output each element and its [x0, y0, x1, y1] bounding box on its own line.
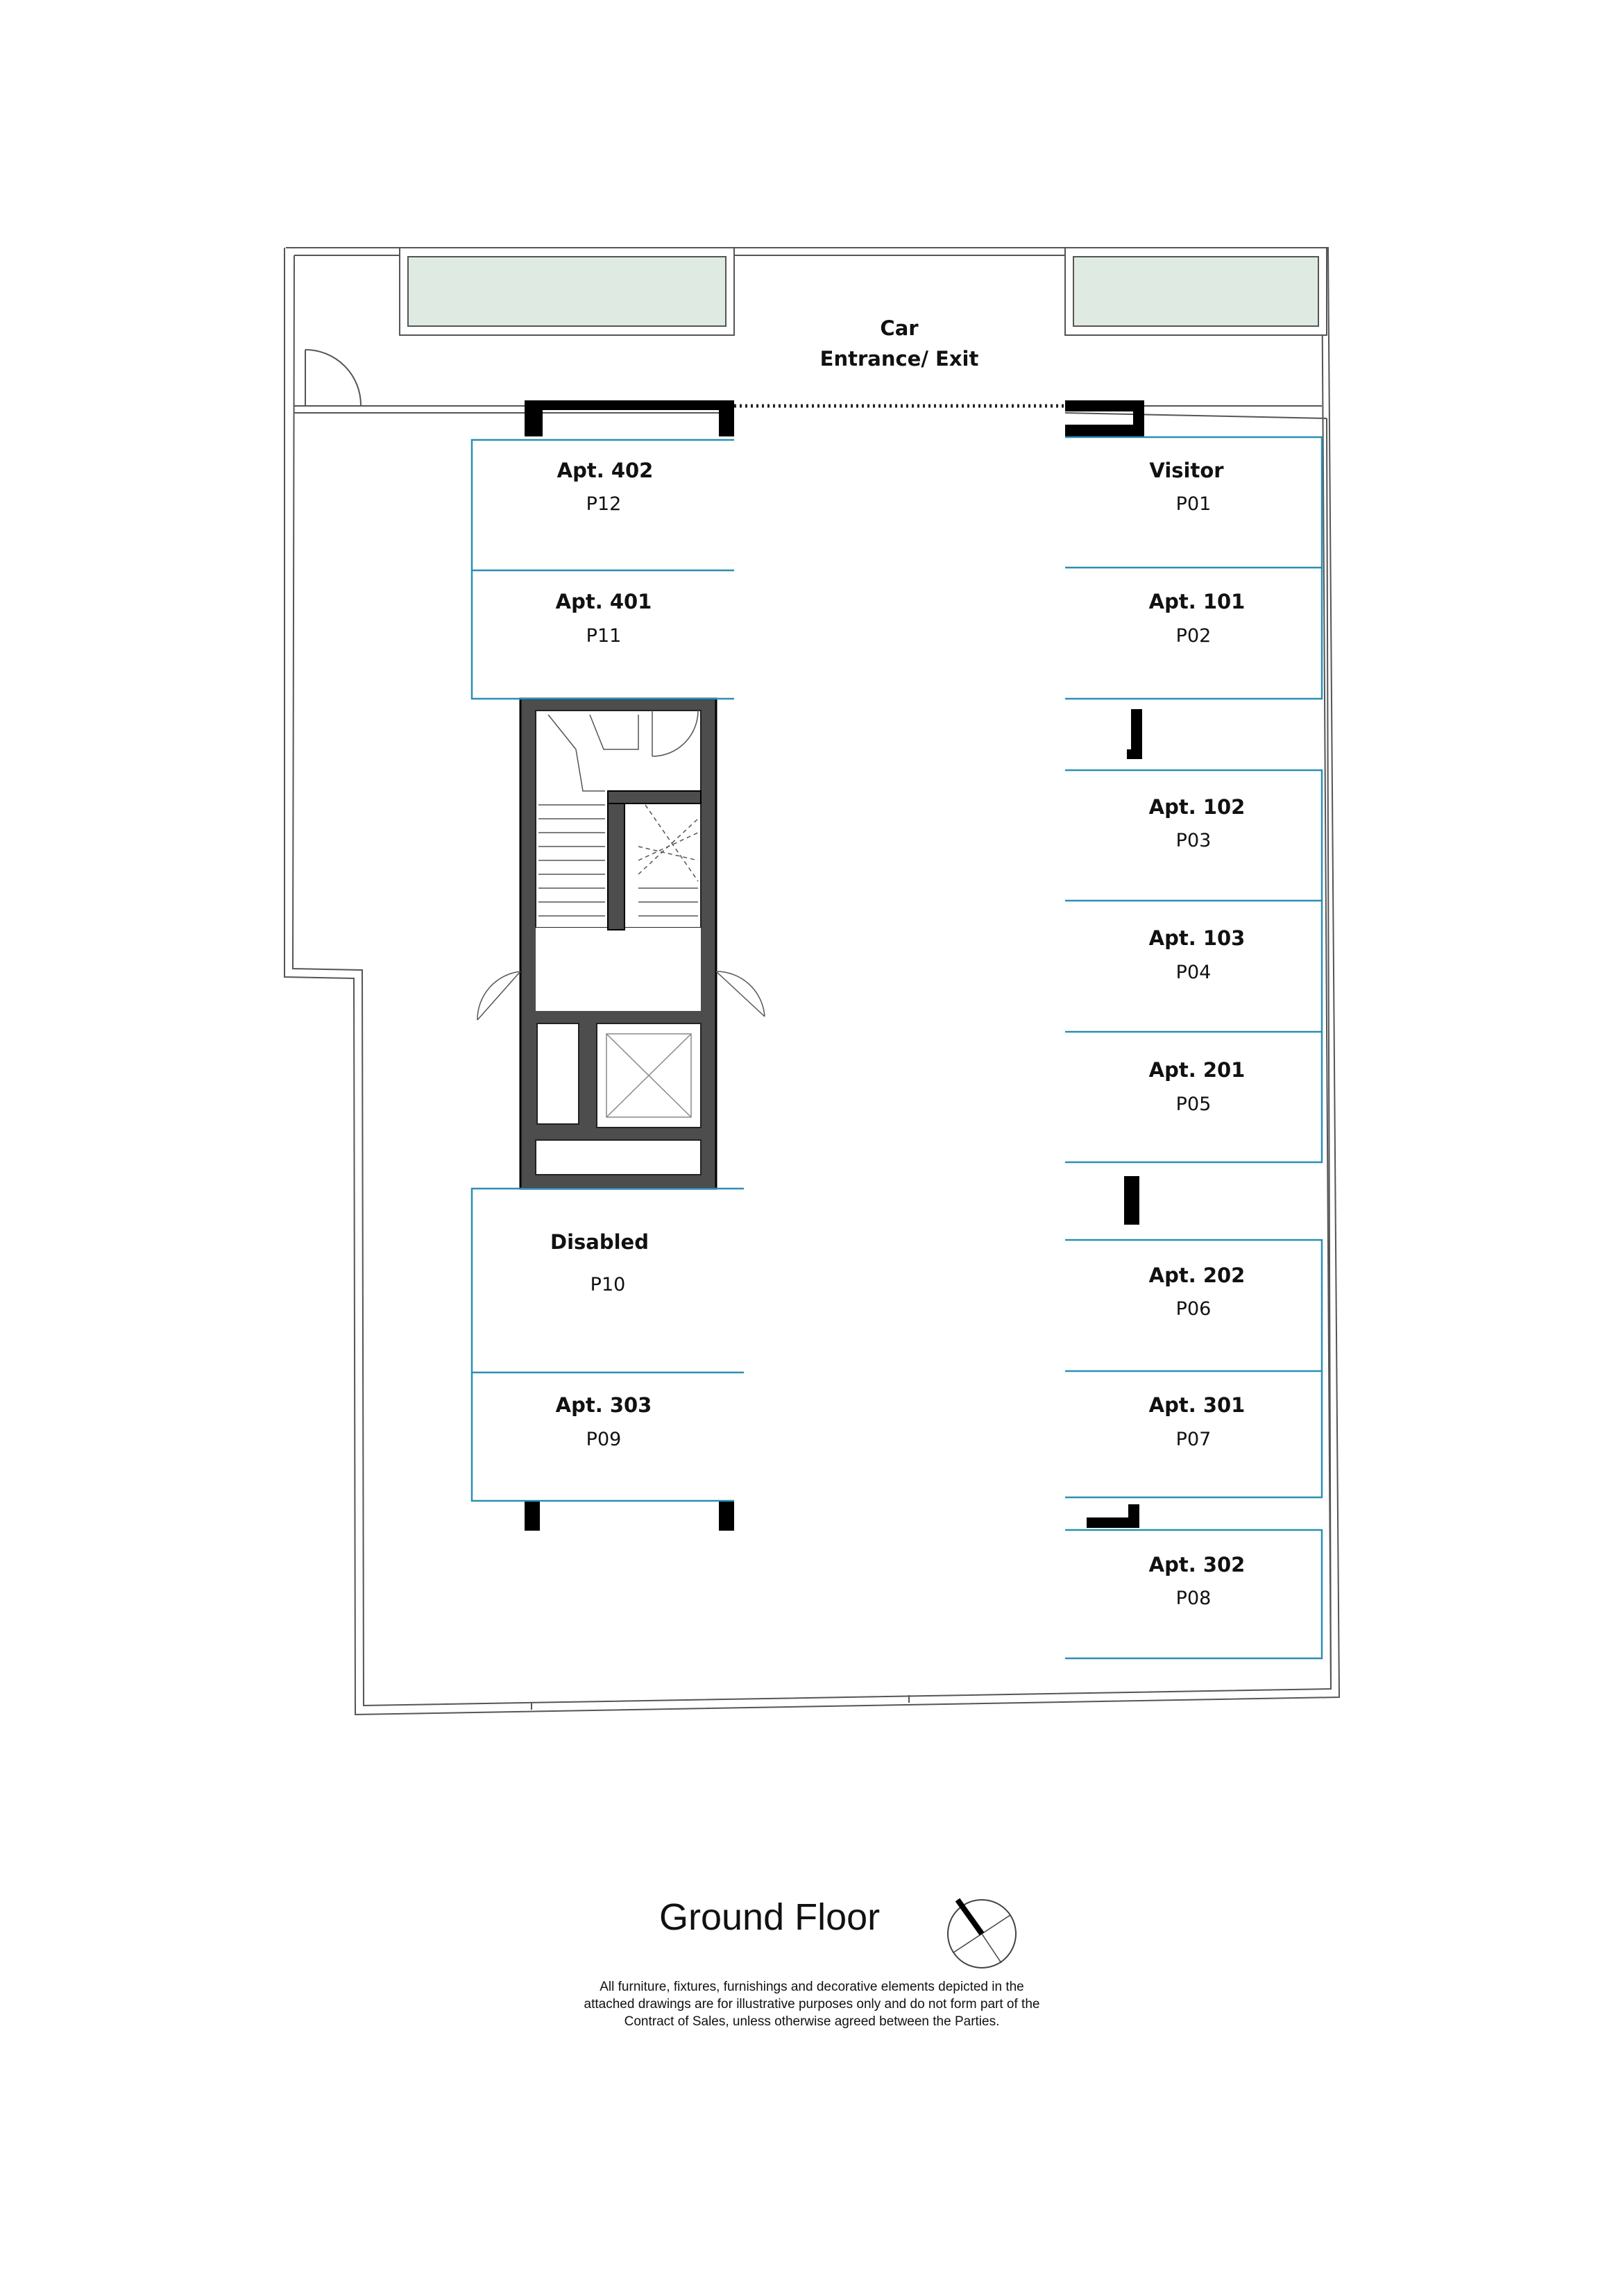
- bay-label-p04: [1149, 926, 1246, 983]
- north-arrow-icon: [948, 1900, 1016, 1968]
- stair-core: [477, 699, 765, 1189]
- svg-text:P08: P08: [1175, 1588, 1212, 1609]
- svg-text:P03: P03: [1175, 830, 1212, 851]
- svg-text:P10: P10: [590, 1274, 626, 1295]
- svg-text:P11: P11: [586, 625, 622, 647]
- svg-text:Apt. 202: Apt. 202: [1148, 1264, 1246, 1287]
- svg-text:P01: P01: [1175, 493, 1212, 515]
- svg-text:Apt. 302: Apt. 302: [1148, 1553, 1246, 1576]
- bay-label-p02: [1149, 590, 1246, 647]
- planter-right: [1065, 248, 1327, 335]
- svg-text:Apt. 102: Apt. 102: [1148, 795, 1246, 819]
- bay-label-p09: [556, 1393, 652, 1450]
- svg-text:P12: P12: [586, 493, 622, 515]
- planter-left: [400, 248, 734, 335]
- bay-label-p03: [1149, 795, 1246, 851]
- disclaimer: [486, 1978, 1138, 2030]
- svg-text:P09: P09: [586, 1429, 622, 1450]
- bay-label-p07: [1149, 1393, 1246, 1450]
- svg-text:Apt. 402: Apt. 402: [556, 459, 654, 482]
- bay-label-p10: [550, 1230, 649, 1295]
- svg-text:P05: P05: [1175, 1094, 1212, 1115]
- bay-label-p11: [556, 590, 652, 647]
- bay-label-p08: [1149, 1553, 1246, 1609]
- disclaimer-line-2: attached drawings are for illustrative purposes only and do not form part of the: [584, 1997, 1040, 2012]
- disclaimer-line-3: Contract of Sales, unless otherwise agreed between the Parties.: [624, 2014, 1000, 2029]
- bay-label-p06: [1149, 1264, 1246, 1320]
- bay-label-p05: [1149, 1058, 1246, 1115]
- svg-text:P02: P02: [1175, 625, 1212, 647]
- svg-text:Apt. 103: Apt. 103: [1148, 926, 1246, 950]
- page-title: Ground Floor: [659, 1896, 881, 1938]
- svg-text:Apt. 401: Apt. 401: [555, 590, 652, 613]
- svg-text:Apt. 301: Apt. 301: [1148, 1393, 1246, 1417]
- svg-text:Apt. 101: Apt. 101: [1148, 590, 1246, 613]
- bay-label-p12: [557, 459, 654, 515]
- bay-label-p01: [1149, 459, 1224, 515]
- entrance-label-line2: Entrance/ Exit: [819, 347, 979, 371]
- svg-text:P06: P06: [1175, 1298, 1212, 1320]
- svg-text:P07: P07: [1175, 1429, 1212, 1450]
- disclaimer-line-1: All furniture, fixtures, furnishings and decorative elements depicted in the: [600, 1980, 1024, 1994]
- svg-text:Apt. 303: Apt. 303: [555, 1393, 652, 1417]
- svg-text:Disabled: Disabled: [550, 1230, 649, 1254]
- svg-text:Apt. 201: Apt. 201: [1148, 1058, 1246, 1082]
- entrance-label-line1: Car: [880, 316, 919, 340]
- svg-text:Visitor: Visitor: [1149, 459, 1224, 482]
- pedestrian-door: [297, 350, 372, 413]
- svg-text:P04: P04: [1175, 962, 1212, 983]
